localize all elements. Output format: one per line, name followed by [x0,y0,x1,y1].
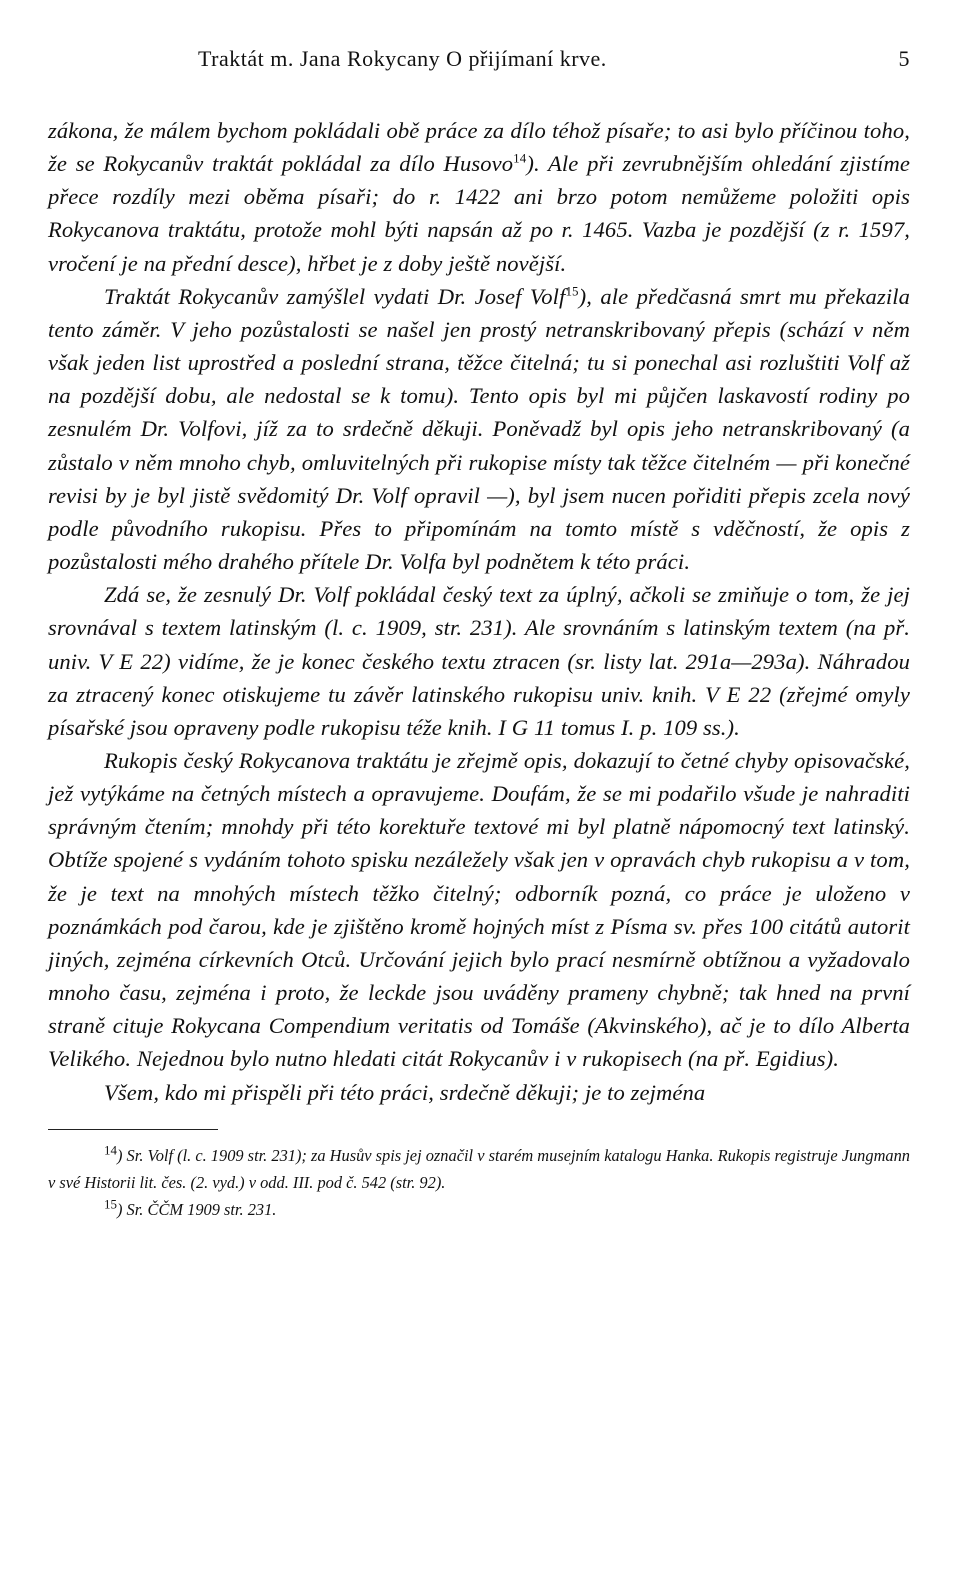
footnote-14 [48,1142,910,1196]
footnote-reference[interactable]: 14 [513,150,527,166]
paragraph-text: Traktát Rokycanův zamýšlel vydati Dr. Josef Volf [104,283,566,309]
document-page [48,36,910,1556]
paragraph-text: zákona, že málem bychom pokládali obě práce za dílo téhož písaře; to asi bylo příčinou toho, že se Rokycanův traktát pokládal za dílo Husovo [48,118,910,177]
footnote-divider [48,1129,218,1130]
paragraph-text: ), ale předčasná smrt mu překazila tento záměr. V jeho pozůstalosti se našel jen prostý netranskribovaný přepis (schází v něm však jeden list uprostřed a poslední strana, těžce čitelná; tu si ponechal asi rozluštiti Volf až na pozdější dobu, ale nedostal se k tomu). Tento opis byl mi půjčen laskavostí rodiny po zesnulém Dr. Volfovi, jíž za to srdečně děkuji. Poněvadž byl opis jeho netranskribovaný (a zůstalo v něm mnoho chyb, omluvitelných při rukopise místy tak těžce čitelném — při konečné revisi by je byl jistě svědomitý Dr. Volf opravil —), byl jsem nucen pořiditi přepis zcela nový podle původního rukopisu. Přes to připomínám na tomto místě s vděčností, že opis z pozůstalosti mého drahého přítele Dr. Volfa byl podnětem k této práci. [48,283,910,575]
paragraph [48,280,910,578]
footnote-text: ) Sr. Volf (l. c. 1909 str. 231); za Husův spis jej označil v starém musejním katalogu Hanka. Rukopis registruje Jungmann v své Historii lit. čes. (2. vyd.) v odd. III. pod č. 542 (str. 92). [48,1145,910,1192]
footnote-mark: 14 [104,1142,117,1158]
footnote-reference[interactable]: 15 [565,283,579,299]
paragraph-text: ). Ale při zevrubnějším ohledání zjistíme přece rozdíly mezi oběma písaři; do r. 1422 ani brzo potom nemůžeme položiti opis Rokycanova traktátu, protože mohl býti napsán až po r. 1465. Vazba je pozdější (z r. 1597, vročení je na přední desce), hřbet je z doby ještě novější. [48,151,910,276]
footnote-15 [48,1196,910,1223]
footnote-text: ) Sr. ČČM 1909 str. 231. [117,1199,277,1219]
running-header [48,36,910,76]
paragraph-continued [48,114,910,280]
footnotes [48,1142,910,1223]
footnote-mark: 15 [104,1196,117,1212]
page-number: 5 [898,46,910,71]
main-text [48,114,910,1109]
paragraph: Zdá se, že zesnulý Dr. Volf pokládal český text za úplný, ačkoli se zmiňuje o tom, že jej srovnával s textem latinským (l. c. 1909, str. 231). Ale srovnáním s latinským textem (na př. univ. V E 22) vidíme, že je konec českého textu ztracen (sr. listy lat. 291a—293a). Náhradou za ztracený konec otiskujeme tu závěr latinského rukopisu univ. knih. V E 22 (zřejmé omyly písařské jsou opraveny podle rukopisu téže knih. I G 11 tomus I. p. 109 ss.). [48,582,910,740]
paragraph: Rukopis český Rokycanova traktátu je zřejmě opis, dokazují to četné chyby opisovačské, jež vytýkáme na četných místech a opravujeme. Doufám, že se mi podařilo všude je nahraditi správným čtením; mnohdy při této korektuře textové mi byl platně nápomocný text latinský. Obtíže spojené s vydáním tohoto spisku nezáležely však jen v opravách chyb rukopisu a v tom, že je text na mnohých místech těžko čitelný; odborník pozná, co práce je uloženo v poznámkách pod čarou, kde je zjištěno kromě hojných míst z Písma sv. přes 100 citátů autorit jiných, zejména církevních Otců. Určování jejich bylo prací nesmírně obtížnou a vyžadovalo mnoho času, zejména i proto, že leckde jsou uváděny prameny chybně; tak hned na první straně cituje Rokycana Compendium veritatis od Tomáše (Akvinského), ač je to dílo Alberta Velikého. Nejednou bylo nutno hledati citát Rokycanův i v rukopisech (na př. Egidius). [48,747,910,1072]
paragraph: Všem, kdo mi přispěli při této práci, srdečně děkuji; je to zejména [104,1079,706,1105]
running-title: Traktát m. Jana Rokycany O přijímaní krve. [198,46,607,71]
